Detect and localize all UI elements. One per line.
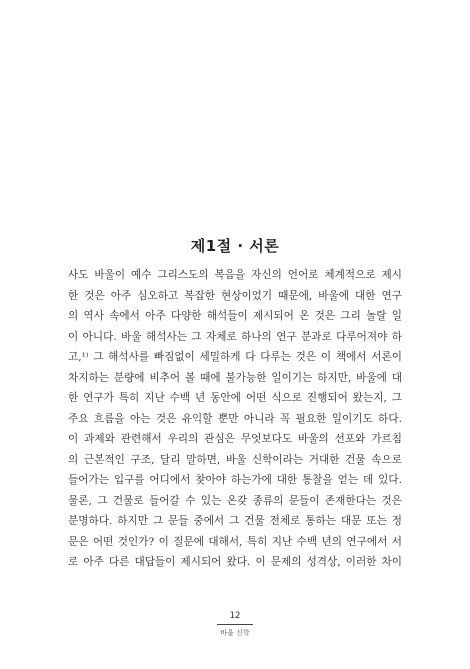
paragraph-line: 문은 어떤 것인가? 이 질문에 대해서, 특히 지난 수백 년의 연구에서 서 bbox=[68, 535, 402, 548]
page-footer bbox=[0, 610, 470, 638]
paragraph-line: 한 것은 아주 심오하고 복잡한 현상이었기 때문에, 바울에 대한 연구 bbox=[68, 289, 402, 302]
paragraph-line: 사도 바울이 예수 그리스도의 복음을 자신의 언어로 체계적으로 제시 bbox=[68, 269, 402, 281]
paragraph-line: 고,¹⁾ 그 해석사를 빠짐없이 세밀하게 다 다루는 것은 이 책에서 서론이 bbox=[68, 351, 402, 363]
footer-divider bbox=[217, 624, 253, 625]
paragraph-line: 로 아주 다른 대답들이 제시되어 왔다. 이 문제의 성격상, 이러한 차이 bbox=[68, 556, 402, 568]
paragraph-line: 물론, 그 건물로 들어갈 수 있는 온갖 종류의 문들이 존재한다는 것은 bbox=[68, 494, 402, 507]
paragraph-line: 이 과제와 관련해서 우리의 관심은 무엇보다도 바울의 선포와 가르침 bbox=[68, 433, 402, 445]
section-title: 제1절 · 서론 bbox=[190, 237, 280, 255]
paragraph-line: 들어가는 입구를 어디에서 찾아야 하는가에 대한 통찰을 얻는 데 있다. bbox=[68, 474, 402, 486]
paragraph-line: 주요 흐름을 아는 것은 유익할 뿐만 아니라 꼭 필요한 일이기도 하다. bbox=[68, 412, 402, 425]
running-title: 바울 신학 bbox=[220, 629, 250, 637]
paragraph-line: 의 근본적인 구조, 달리 말하면, 바울 신학이라는 거대한 건물 속으로 bbox=[68, 453, 402, 466]
paragraph-line: 이 아니다. 바울 해석사는 그 자체로 하나의 연구 분과로 다루어져야 하 bbox=[68, 330, 402, 343]
paragraph-line: 의 역사 속에서 아주 다양한 해석들이 제시되어 온 것은 그리 놀랄 일 bbox=[68, 310, 402, 322]
page-number: 12 bbox=[229, 611, 241, 621]
body-paragraph bbox=[68, 265, 402, 573]
paragraph-line: 분명하다. 하지만 그 문들 중에서 그 건물 전체로 통하는 대문 또는 정 bbox=[68, 515, 402, 527]
paragraph-line: 차지하는 분량에 비추어 볼 때에 불가능한 일이기는 하지만, 바울에 대 bbox=[68, 371, 402, 384]
paragraph-line: 한 연구가 특히 지난 수백 년 동안에 어떤 식으로 진행되어 왔는지, 그 bbox=[68, 392, 402, 404]
